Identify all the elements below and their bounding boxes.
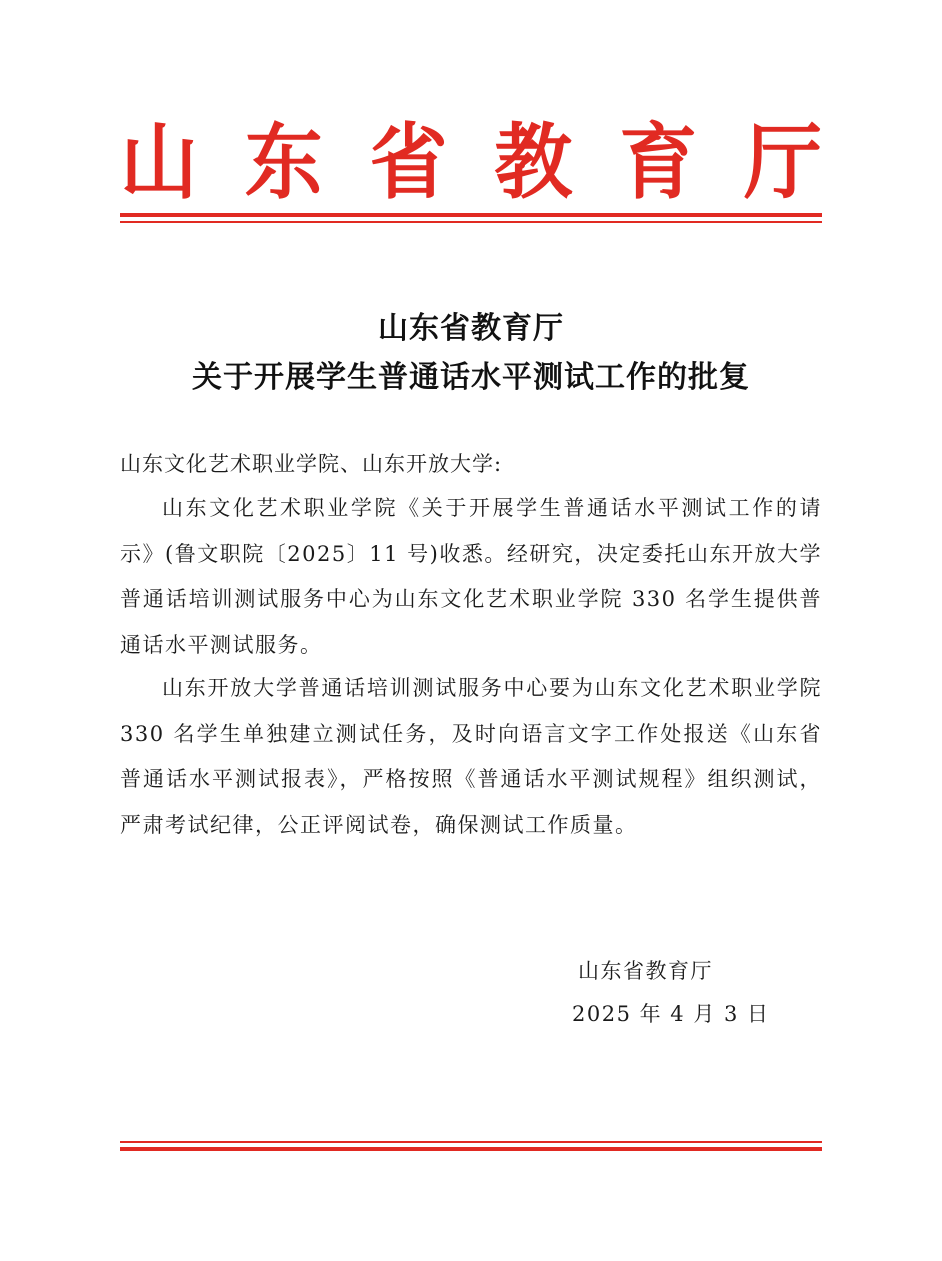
top-divider-thick bbox=[120, 213, 822, 217]
bottom-divider-thin bbox=[120, 1141, 822, 1143]
body-paragraph: 山东文化艺术职业学院《关于开展学生普通话水平测试工作的请示》(鲁文职院〔2025〕11 号)收悉。经研究，决定委托山东开放大学普通话培训测试服务中心为山东文化艺术职业学院 330 名学生提供普通话水平测试服务。 bbox=[120, 496, 822, 657]
document-title-line-1: 山东省教育厅 bbox=[378, 311, 564, 346]
document-title-line-2: 关于开展学生普通话水平测试工作的批复 bbox=[192, 360, 750, 395]
addressee: 山东文化艺术职业学院、山东开放大学: bbox=[120, 452, 503, 476]
masthead-char: 山 bbox=[120, 114, 199, 211]
top-divider-thin bbox=[120, 221, 822, 223]
masthead bbox=[120, 114, 822, 211]
masthead-char: 教 bbox=[494, 114, 573, 211]
masthead-char: 东 bbox=[244, 114, 323, 211]
masthead-char: 育 bbox=[619, 114, 698, 211]
masthead-char: 厅 bbox=[743, 114, 822, 211]
signature-organization: 山东省教育厅 bbox=[578, 959, 713, 983]
body-paragraph: 山东开放大学普通话培训测试服务中心要为山东文化艺术职业学院 330 名学生单独建立测试任务，及时向语言文字工作处报送《山东省普通话水平测试报表》，严格按照《普通话水平测试规程》组织测试，严肃考试纪律，公正评阅试卷，确保测试工作质量。 bbox=[120, 676, 822, 837]
bottom-divider-thick bbox=[120, 1147, 822, 1151]
signature-date: 2025 年 4 月 3 日 bbox=[572, 1002, 770, 1026]
masthead-char: 省 bbox=[369, 114, 448, 211]
